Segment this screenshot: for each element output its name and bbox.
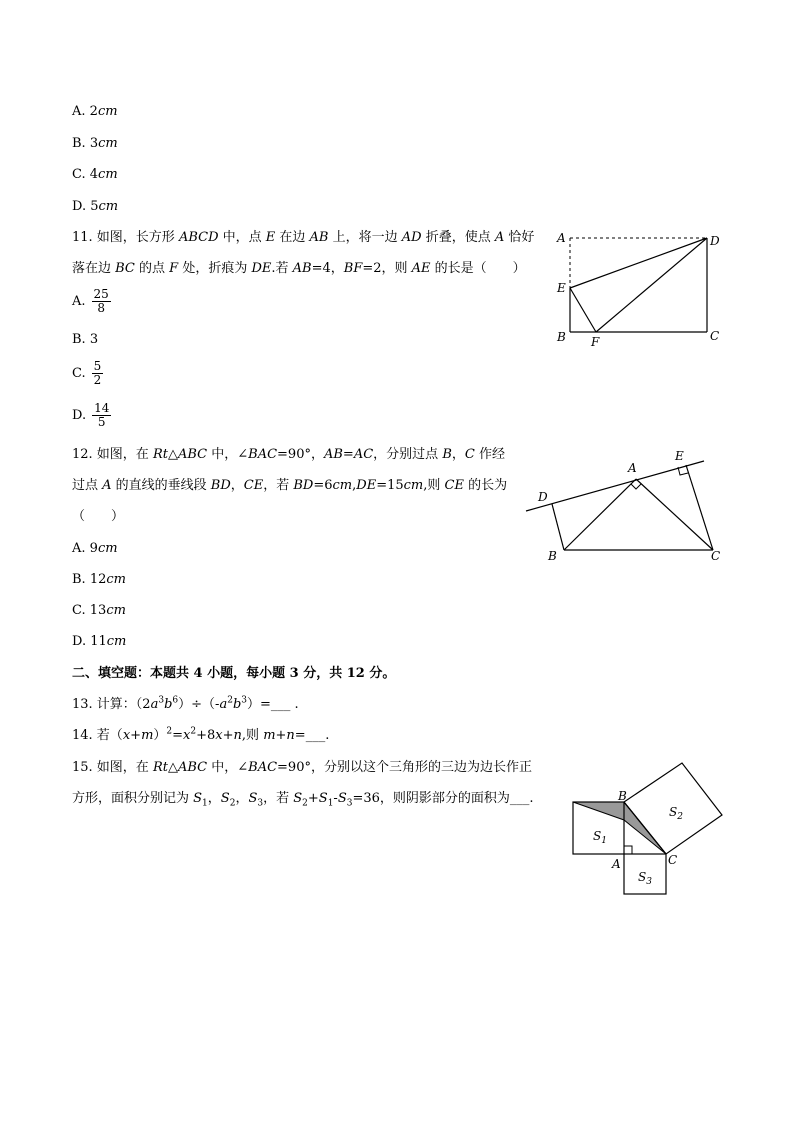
q11-stem-line1: 11. 如图，长方形 ABCD 中，点 E 在边 AB 上，将一边 AD 折叠，使点 A 恰好 — [72, 230, 535, 245]
q12-option-b: B. 12cm — [72, 572, 126, 587]
section-heading-fill-in: 二、填空题：本题共 4 小题，每小题 3 分，共 12 分。 — [72, 666, 396, 681]
answer-blank[interactable]: ___ — [305, 728, 326, 743]
label-b: B — [548, 549, 557, 563]
label-e: E — [675, 449, 684, 463]
label-b: B — [557, 330, 566, 344]
label-b: B — [618, 789, 627, 803]
answer-blank[interactable]: ___ — [509, 791, 530, 806]
label-a: A — [557, 231, 566, 245]
q12-stem-line1: 12. 如图，在 Rt△ABC 中，∠BAC=90°，AB=AC，分别过点 B，C 作经 — [72, 447, 505, 462]
q14-stem: 14. 若$(x+m)^2=x^2+8x+n$,则 m+n=___. — [72, 726, 330, 743]
segment-bd — [552, 504, 564, 550]
q11-option-d: D. $\frac{14}{5}$ — [72, 401, 110, 429]
q15-stem-line2: 方形，面积分别记为 $S_1$，$S_2$，$S_3$，若 $S_2+S_1-S_3=36$，则阴影部分的面积为___. — [72, 791, 534, 809]
label-a: A — [628, 461, 637, 475]
label-d: D — [538, 490, 548, 504]
q10-option-b: B. 3cm — [72, 136, 118, 151]
label-e: E — [557, 281, 566, 295]
fraction: $\frac{25}{8}$ — [93, 287, 109, 315]
q10-option-d: D. 5cm — [72, 199, 119, 214]
q11-figure — [550, 228, 730, 353]
label-c: C — [710, 329, 720, 343]
label-s2: $S_2$ — [669, 805, 683, 822]
q12-stem-line2: 过点 A 的直线的垂线段 BD，CE，若 BD=6cm,DE=15cm,则 CE 的长为 — [72, 478, 508, 493]
fraction: $\frac{14}{5}$ — [94, 401, 110, 429]
q10-option-c: C. 4cm — [72, 167, 118, 182]
q12-figure — [520, 445, 730, 570]
segment-ed — [570, 238, 707, 288]
segment-fd — [596, 238, 707, 332]
label-s3: $S_3$ — [638, 870, 652, 887]
label-c: C — [711, 549, 721, 563]
label-f: F — [591, 335, 600, 349]
q10-option-a: A. 2cm — [72, 104, 118, 119]
segment-ef — [570, 288, 596, 332]
answer-blank[interactable]: ___ — [270, 697, 291, 712]
fraction: $\frac{5}{2}$ — [93, 359, 102, 387]
label-d: D — [710, 234, 720, 248]
q12-answer-bracket: （ ） — [72, 509, 125, 524]
q15-stem-line1: 15. 如图，在 Rt△ABC 中，∠BAC=90°，分别以这个三角形的三边为边长作正 — [72, 760, 532, 775]
label-a: A — [612, 857, 621, 871]
q11-option-b: B. 3 — [72, 332, 99, 347]
line-de — [526, 461, 704, 511]
q11-option-a: A. $\frac{25}{8}$ — [72, 287, 109, 315]
q11-stem-line2: 落在边 BC 的点 F 处，折痕为 DE.若 AB=4，BF=2，则 AE 的长是（ ） — [72, 261, 526, 276]
right-angle-mark-a — [631, 484, 641, 489]
q11-option-c: C. $\frac{5}{2}$ — [72, 359, 102, 387]
q13-stem: 13. 计算：$(2a^3b^6)\div(-a^2b^3)=\_\_\_$ . — [72, 695, 299, 712]
shaded-region — [573, 802, 666, 854]
label-s1: $S_1$ — [593, 829, 607, 846]
right-angle-mark-a — [624, 846, 632, 854]
q12-option-a: A. 9cm — [72, 541, 118, 556]
q12-option-d: D. 11cm — [72, 634, 127, 649]
q15-figure — [565, 760, 730, 900]
label-c: C — [668, 853, 678, 867]
q12-option-c: C. 13cm — [72, 603, 126, 618]
